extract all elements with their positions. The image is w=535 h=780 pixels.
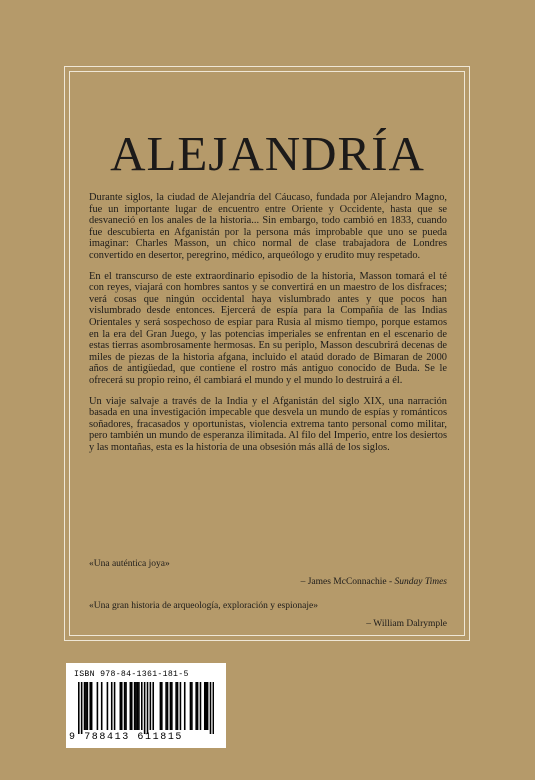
barcode-bar (184, 682, 186, 730)
synopsis-paragraph-2: En el transcurso de este extraordinario episodio de la historia, Masson tomará el té con reyes, viajará con hombres santos y se convertirá en un maestro de los disfraces; verá cosas que ningún occidental haya vislumbrado antes y que pocos han vislumbrado desde entonces. Ejercerá de espía para la Compañía de las Indias Orientales y será sospechoso de espiar para Rusia al mismo tiempo, porque estamos en la era del Gran Juego, y las potencias imperiales se enfrentan en el escenario de estas tierras asombrosamente hermosas. En su periplo, Masson descubrirá decenas de miles de piezas de la historia afgana, incluido el ataúd dorado de Bimaran de 2000 años de antigüedad, que contiene el rostro más antiguo conocido de Buda. Se le ofrecerá su propio reino, él cambiará el mundo y el mundo lo destruirá a él. (89, 270, 447, 386)
barcode-bar (200, 682, 202, 730)
review-quote-attribution (89, 618, 447, 630)
barcode-bar (165, 682, 167, 730)
barcode-bar (111, 682, 113, 730)
barcode-bar (191, 682, 193, 730)
isbn-label: ISBN 978-84-1361-181-5 (74, 670, 189, 679)
review-quote-1 (89, 558, 447, 588)
barcode-bar (101, 682, 103, 730)
synopsis-paragraph-3: Un viaje salvaje a través de la India y el Afganistán del siglo XIX, una narración basada en una investigación impecable que desvela un mundo de espías y románticos soñadores, fracasados y oportunistas, violencia extrema tanto personal como militar, pero también un mundo de esperanza ilimitada. Al filo del Imperio, entre los desiertos y las montañas, esta es la historia de una obsesión más allá de los siglos. (89, 395, 447, 453)
barcode-bar (170, 682, 172, 730)
review-author: – William Dalrymple (366, 619, 447, 629)
barcode-bar (152, 682, 154, 730)
barcode-bar (89, 682, 91, 730)
review-source: Sunday Times (394, 577, 447, 587)
review-quote-2 (89, 600, 447, 630)
barcode-bar (134, 682, 136, 730)
barcode-bar (114, 682, 116, 730)
review-author: – James McConnachie - (300, 577, 395, 587)
barcode-bar (87, 682, 89, 730)
synopsis (89, 192, 447, 462)
barcode-bar (120, 682, 122, 730)
book-title: ALEJANDRÍA (110, 126, 425, 181)
barcode-bar (91, 682, 93, 730)
isbn-barcode-box (66, 663, 226, 748)
barcode-bar (210, 682, 212, 734)
barcode-bar (207, 682, 209, 730)
barcode-bar (213, 682, 214, 734)
barcode-bar (205, 682, 207, 730)
barcode-bar (135, 682, 137, 730)
review-quote-attribution (89, 576, 447, 588)
barcode-bar (190, 682, 192, 730)
review-quote-text: «Una gran historia de arqueología, exploración y espionaje» (89, 601, 318, 611)
barcode-bar (144, 682, 146, 734)
barcode-bar (107, 682, 109, 730)
synopsis-paragraph-1: Durante siglos, la ciudad de Alejandría del Cáucaso, fundada por Alejandro Magno, fue un importante lugar de encuentro entre Oriente y Occidente, hasta que se desvaneció en los anales de la historia... Sin embargo, todo cambió en 1833, cuando fue descubierta en Afganistán por la persona más improbable que uno se pueda imaginar: Charles Masson, un chico normal de clase trabajadora de Londres convertido en desertor, peregrino, médico, arqueólogo y erudito muy respetado. (89, 192, 447, 261)
barcode-bar (125, 682, 127, 730)
barcode-bar (204, 682, 206, 730)
barcode-bar (137, 682, 139, 730)
barcode-bar (171, 682, 173, 730)
barcode-bar (177, 682, 179, 730)
barcode-bar (141, 682, 143, 730)
barcode-bar (150, 682, 152, 730)
isbn-digits: 9 788413 611815 (69, 732, 184, 743)
barcode-bar (84, 682, 86, 730)
barcode-icon (78, 682, 214, 734)
barcode-bar (130, 682, 132, 730)
barcode-bar (97, 682, 99, 730)
barcode-bar (81, 682, 83, 734)
barcode-bar (121, 682, 123, 730)
barcode-bar (195, 682, 197, 730)
barcode-bar (160, 682, 162, 730)
barcode-bar (138, 682, 140, 730)
barcode-bar (161, 682, 163, 730)
barcode-bar (175, 682, 177, 730)
barcode-bar (147, 682, 149, 734)
barcode-bar (85, 682, 87, 730)
barcode-bar (124, 682, 126, 730)
barcode-bar (167, 682, 169, 730)
barcode-bar (180, 682, 182, 730)
barcode-bar (78, 682, 80, 734)
review-quote-text: «Una auténtica joya» (89, 559, 170, 569)
barcode-bar (131, 682, 133, 730)
barcode-bar (197, 682, 199, 730)
